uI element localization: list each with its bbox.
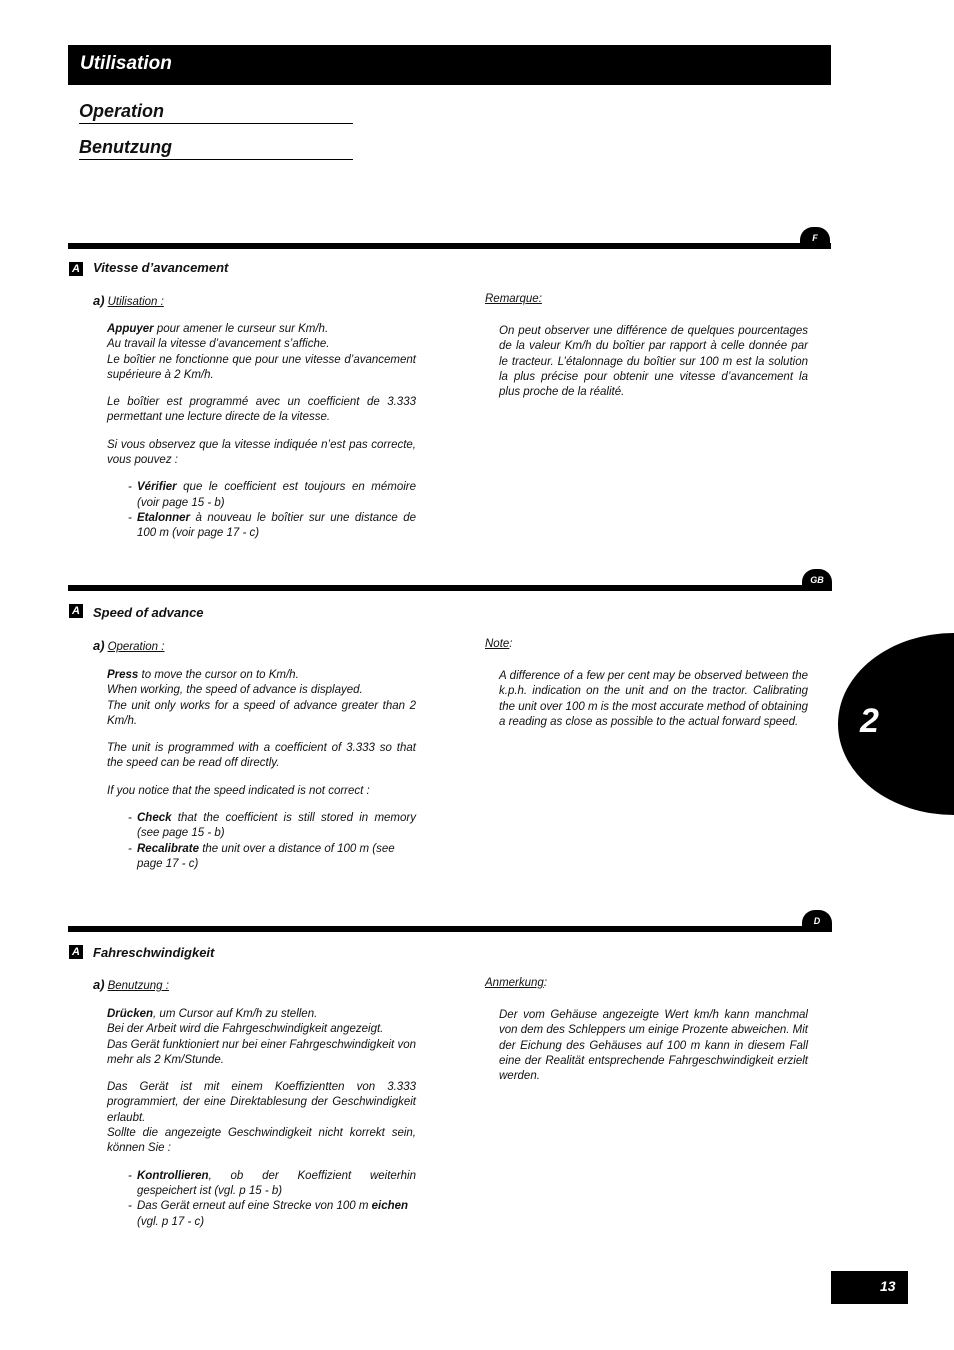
subsection-label-gb	[93, 638, 164, 653]
note-label-de	[485, 977, 547, 989]
instructions-fr	[107, 322, 416, 542]
keyword: Kontrollieren	[137, 1169, 209, 1182]
note-text-fr: On peut observer une différence de quelques pourcentages de la valeur Km/h du boîtier par rapport à celle donnée par le tracteur. L’étalonnage du boîtier sur 100 m est la solution la plus précise pour obtenir une vitesse d’avancement la plus proche de la réalité.	[499, 325, 808, 399]
note-text-de: Der vom Gehäuse angezeigte Wert km/h kann manchmal von dem des Schleppers um einige Prozente abweichen. Mit der Eichung des Gehäuses auf 100 m kann in diesem Fall eine der Realität entsprechende Fahrgeschwindigkeit erzielt werden.	[499, 1009, 808, 1083]
language-tag-de: D	[802, 910, 832, 932]
list-item: - Das Gerät erneut auf eine Strecke von 100 m eichen (vgl. p 17 - c)	[128, 1200, 409, 1228]
section-heading-gb: Speed of advance	[93, 605, 204, 620]
paragraph-text: Das Gerät ist mit einem Koeffizientten von 3.333 programmiert, der eine Direktablesung der Geschwindigkeit erlaubt.	[107, 1081, 416, 1124]
section-rule-de	[68, 926, 831, 932]
paragraph-text: , um Cursor auf Km/h zu stellen.	[153, 1008, 318, 1020]
note-label-fr	[485, 293, 542, 305]
page-title: Utilisation	[80, 53, 172, 74]
section-a-marker: A	[69, 262, 83, 276]
keyword: Recalibrate	[137, 842, 200, 855]
note-colon: :	[543, 977, 548, 989]
list-text: that the coefficient is still stored in memory (see page 15 - b)	[137, 812, 416, 840]
list-text: the unit over a distance of 100 m (see page 17 - c)	[137, 842, 395, 870]
note-text-gb: A difference of a few per cent may be observed between the k.p.h. indication on the unit and on the tractor. Calibrating the unit over 100 m is the most accurate method of obtaining a reading as close as possible to the actual forward speed.	[499, 670, 808, 728]
chapter-tab	[838, 633, 954, 815]
list-item: - Recalibrate the unit over a distance of 100 m (see page 17 - c)	[128, 842, 395, 870]
keyword: Etalonner	[137, 511, 191, 524]
paragraph-text: If you notice that the speed indicated is not correct :	[107, 784, 370, 797]
subtitle-english: Operation	[79, 101, 353, 124]
section-a-marker: A	[69, 945, 83, 959]
subsection-title: Utilisation :	[107, 296, 164, 308]
subtitle-german: Benutzung	[79, 137, 353, 160]
subsection-label-fr	[93, 293, 164, 308]
paragraph-text: When working, the speed of advance is displayed.	[107, 684, 363, 697]
list-text: , ob der Koeffizient weiterhin gespeichert ist (vgl. p 15 - b)	[137, 1169, 416, 1197]
list-text: que le coefficient est toujours en mémoire (voir page 15 - b)	[137, 481, 416, 509]
keyword: eichen	[371, 1200, 409, 1213]
paragraph-text: to move the cursor on to Km/h.	[138, 669, 299, 681]
paragraph-text: The unit only works for a speed of advance greater than 2 Km/h.	[107, 699, 416, 727]
note-label-gb	[485, 638, 513, 650]
keyword: Check	[137, 812, 172, 825]
list-text: à nouveau le boîtier sur une distance de 100 m (voir page 17 - c)	[137, 511, 416, 540]
paragraph-text: Das Gerät funktioniert nur bei einer Fahrgeschwindigkeit von mehr als 2 Km/Stunde.	[107, 1038, 416, 1066]
section-heading-fr: Vitesse d’avancement	[93, 260, 229, 275]
keyword: Press	[107, 669, 139, 681]
subsection-title: Benutzung :	[107, 980, 169, 992]
subsection-label-de	[93, 977, 169, 992]
list-item: - Kontrollieren, ob der Koeffizient weiterhin gespeichert ist (vgl. p 15 - b)	[128, 1169, 416, 1197]
note-label-text: Note	[485, 638, 510, 650]
subsection-title: Operation :	[107, 641, 165, 653]
keyword: Drücken	[107, 1008, 154, 1020]
paragraph-text: Au travail la vitesse d’avancement s’affiche.	[107, 338, 330, 351]
keyword: Vérifier	[137, 481, 177, 494]
note-colon: :	[509, 638, 513, 650]
paragraph-text: Le boîtier est programmé avec un coefficient de 3.333 permettant une lecture directe de la vitesse.	[107, 396, 416, 424]
note-label-text: Remarque:	[485, 293, 542, 305]
title-bar	[68, 45, 831, 85]
keyword: Appuyer	[107, 323, 154, 335]
list-text: (vgl. p 17 - c)	[137, 1215, 205, 1228]
list-item: - Etalonner à nouveau le boîtier sur une distance de 100 m (voir page 17 - c)	[128, 511, 416, 540]
language-tag-fr: F	[800, 227, 830, 249]
page-number: 13	[880, 1278, 896, 1294]
paragraph-text: Si vous observez que la vitesse indiquée n’est pas correcte, vous pouvez :	[107, 438, 416, 467]
paragraph-text: Bei der Arbeit wird die Fahrgeschwindigkeit angezeigt.	[107, 1023, 384, 1036]
section-a-marker: A	[69, 604, 83, 618]
chapter-number: 2	[860, 702, 879, 740]
list-item: - Vérifier que le coefficient est toujours en mémoire (voir page 15 - b)	[128, 481, 416, 509]
paragraph-text: The unit is programmed with a coefficient of 3.333 so that the speed can be read off directly.	[107, 742, 416, 770]
section-rule-fr	[68, 243, 831, 249]
note-label-text: Anmerkung	[485, 977, 544, 989]
subsection-letter: a)	[93, 638, 105, 653]
page-number-box	[831, 1271, 908, 1304]
subsection-letter: a)	[93, 977, 105, 992]
paragraph-text: pour amener le curseur sur Km/h.	[153, 323, 329, 335]
section-rule-gb	[68, 585, 831, 591]
paragraph-text: Le boîtier ne fonctionne que pour une vitesse d’avancement supérieure à 2 Km/h.	[107, 353, 416, 381]
instructions-gb	[107, 668, 416, 872]
list-item: - Check that the coefficient is still stored in memory (see page 15 - b)	[128, 812, 416, 840]
instructions-de	[107, 1007, 416, 1230]
language-tag-gb: GB	[802, 569, 832, 591]
paragraph-text: Sollte die angezeigte Geschwindigkeit nicht korrekt sein, können Sie :	[107, 1127, 416, 1155]
list-text: Das Gerät erneut auf eine Strecke von 100 m	[137, 1200, 372, 1213]
subsection-letter: a)	[93, 293, 105, 308]
section-heading-de: Fahreschwindigkeit	[93, 945, 215, 960]
